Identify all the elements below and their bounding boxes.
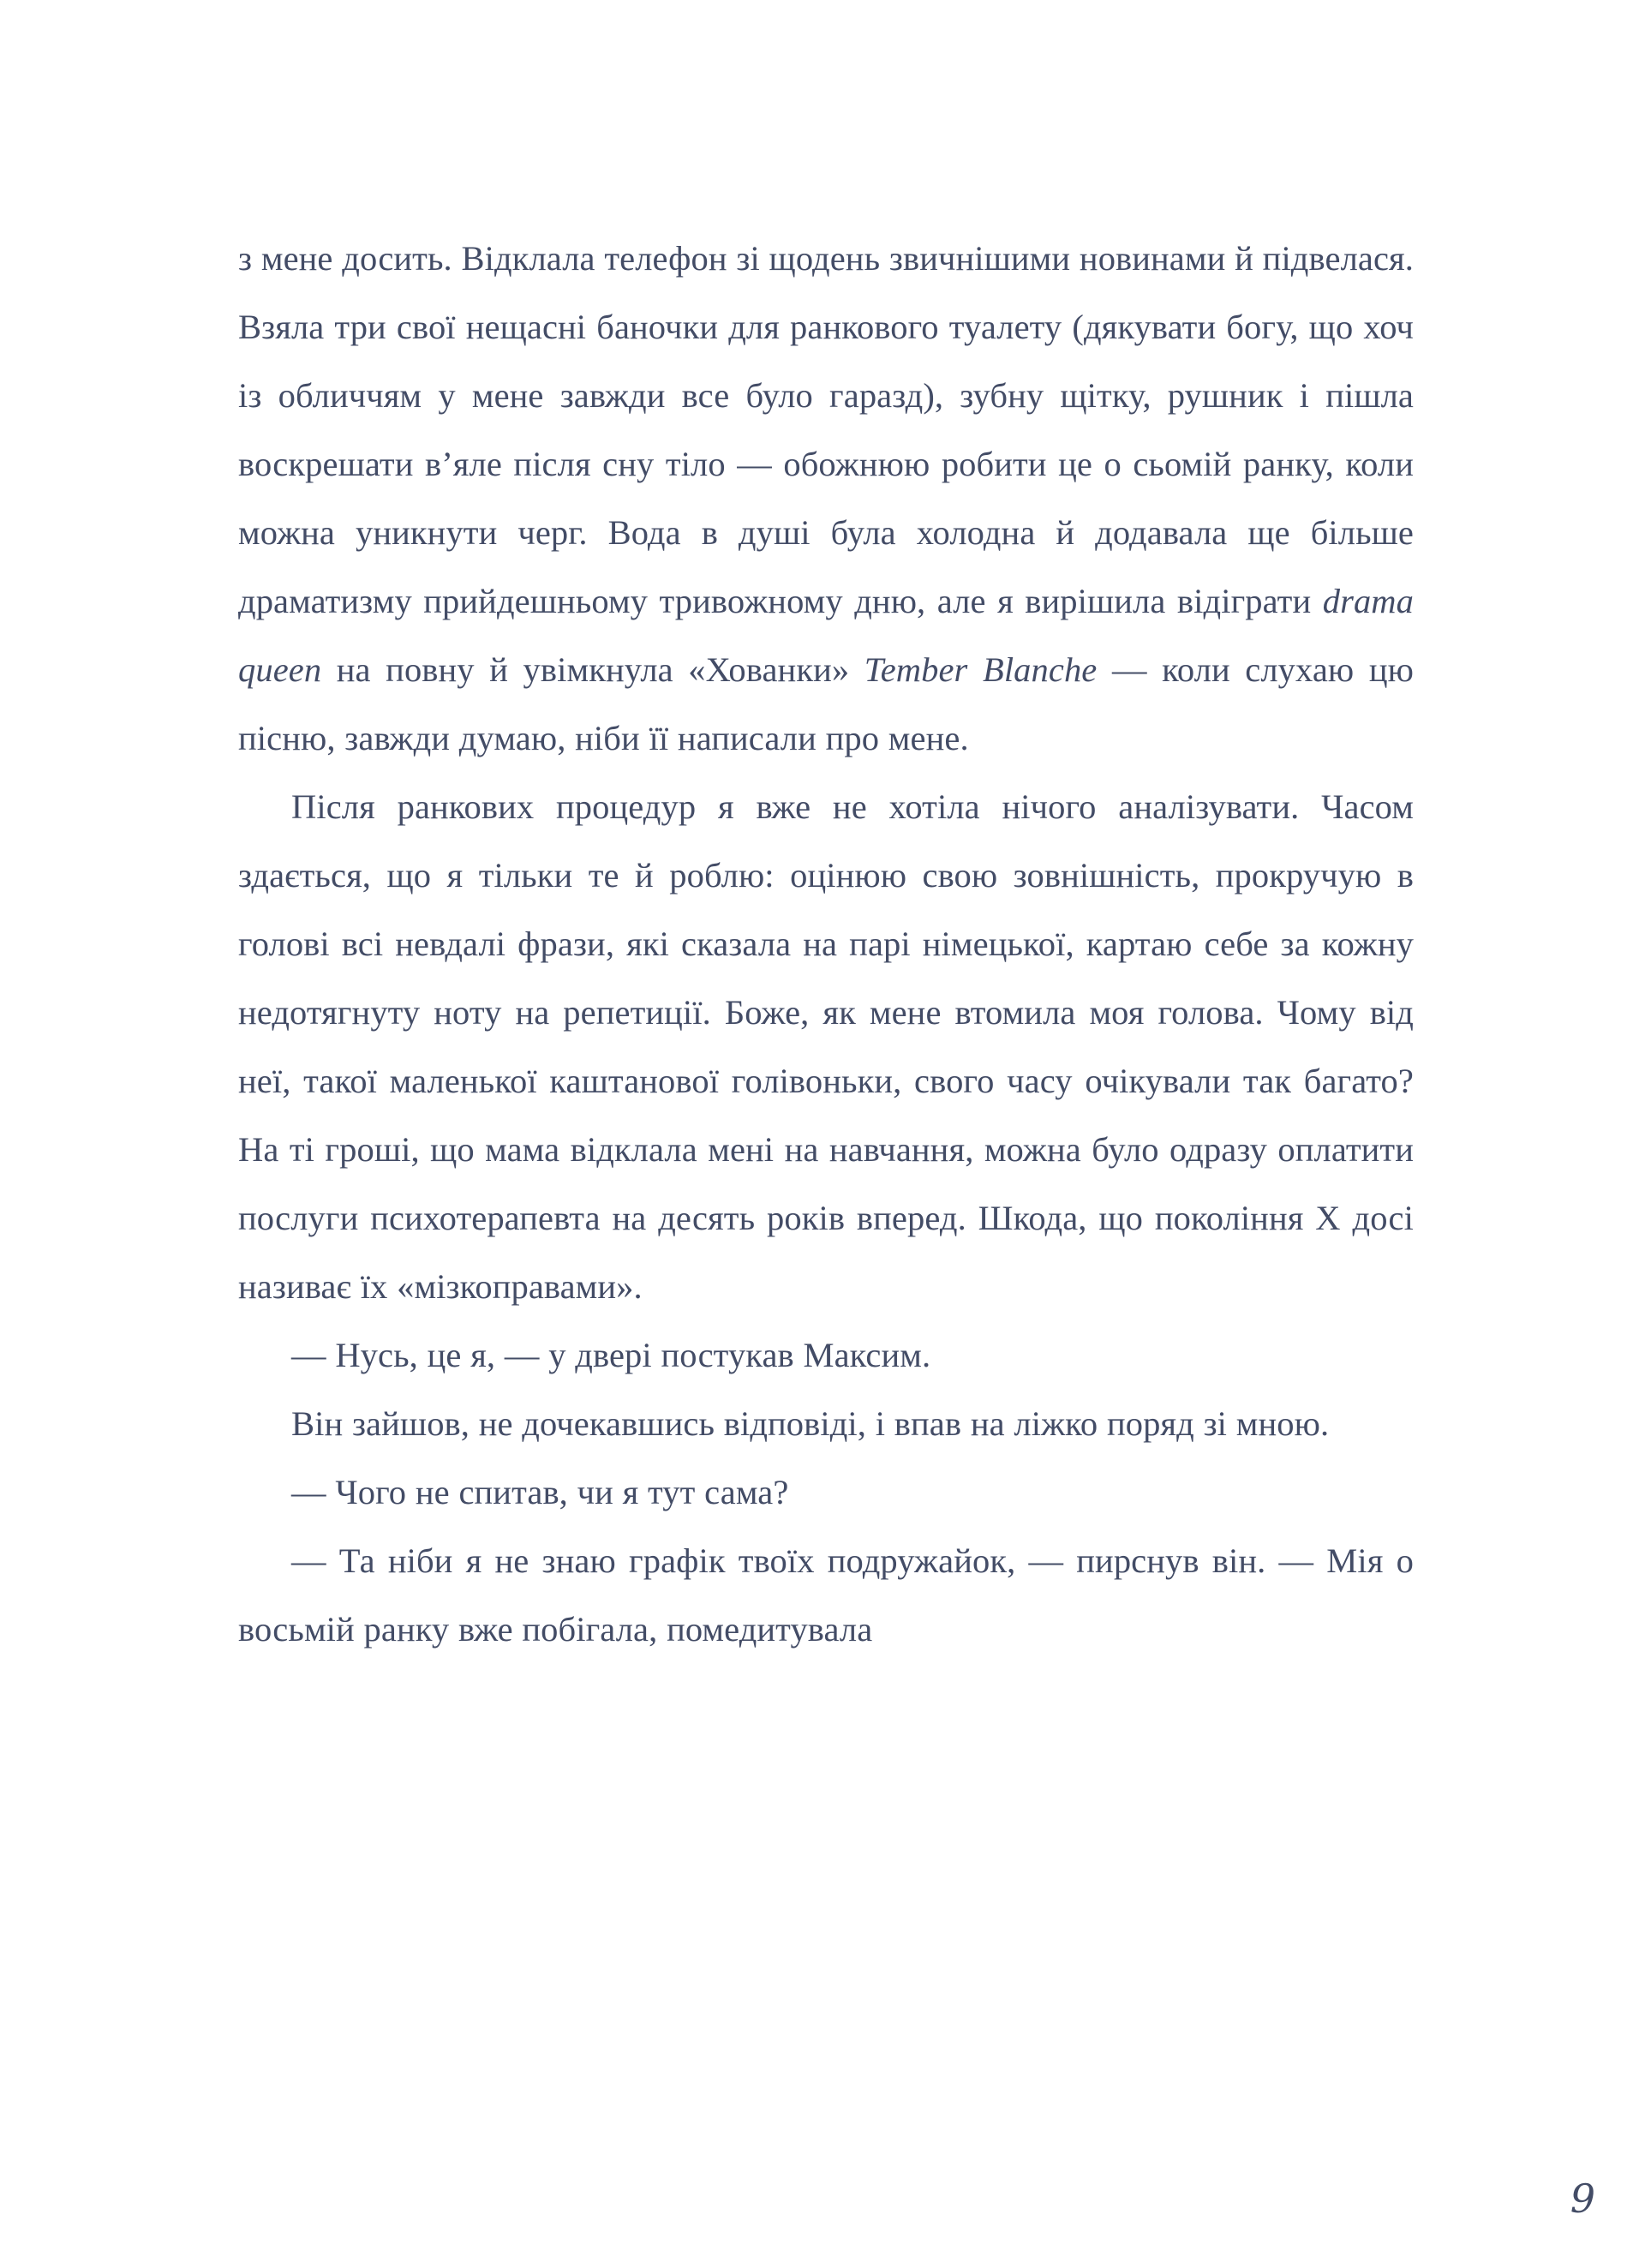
- italic-phrase: Tember Blanche: [864, 650, 1098, 689]
- paragraph-body: Він зайшов, не дочекавшись відповіді, і впав на ліжко поряд зі мною.: [291, 1404, 1330, 1443]
- paragraph-dialogue: — Та ніби я не знаю графік твоїх подружайок, — пирснув він. — Мія о восьмій ранку вже побігала, помедитувала: [238, 1541, 1414, 1649]
- paragraph-body: Після ранкових процедур я вже не хотіла нічого аналізувати. Часом здається, що я тільки те й роблю: оцінюю свою зовнішність, прокручую в голові всі невдалі фрази, які сказала на парі німецької, картаю себе за кожну недотягнуту ноту на репетиції. Боже, як мене втомила моя голова. Чому від неї, такої маленької каштанової голівоньки, свого часу очікували так багато? На ті гроші, що мама відклала мені на навчання, можна було одразу оплатити послуги психотерапевта на десять років вперед. Шкода, що покоління Х досі називає їх «мізкоправами».: [238, 787, 1414, 1306]
- paragraph-dialogue: — Нусь, це я, — у двері постукав Максим.: [291, 1336, 931, 1374]
- paragraph-continuation: з мене досить. Відклала телефон зі щодень звичнішими новинами й підвелася. Взяла три свої нещасні баночки для ранкового туалету (дякувати богу, що хоч із обличчям у мене завжди все було гаразд), зубну щітку, рушник і пішла воскрешати в’яле після сну тіло — обожнюю робити це о сьомій ранку, коли можна уникнути черг. Вода в душі була холодна й додавала ще більше драматизму прийдешньому тривожному дню, але я вирішила відіграти drama queen на повну й увімкнула «Хованки» Tember Blanche — коли слухаю цю пісню, завжди думаю, ніби її написали про мене.: [238, 239, 1414, 757]
- paragraph-dialogue: — Чого не спитав, чи я тут сама?: [291, 1473, 789, 1511]
- page-number: 9: [1570, 2175, 1595, 2222]
- page-text-column: [238, 224, 1414, 1664]
- italic-phrase: drama queen: [238, 582, 1414, 689]
